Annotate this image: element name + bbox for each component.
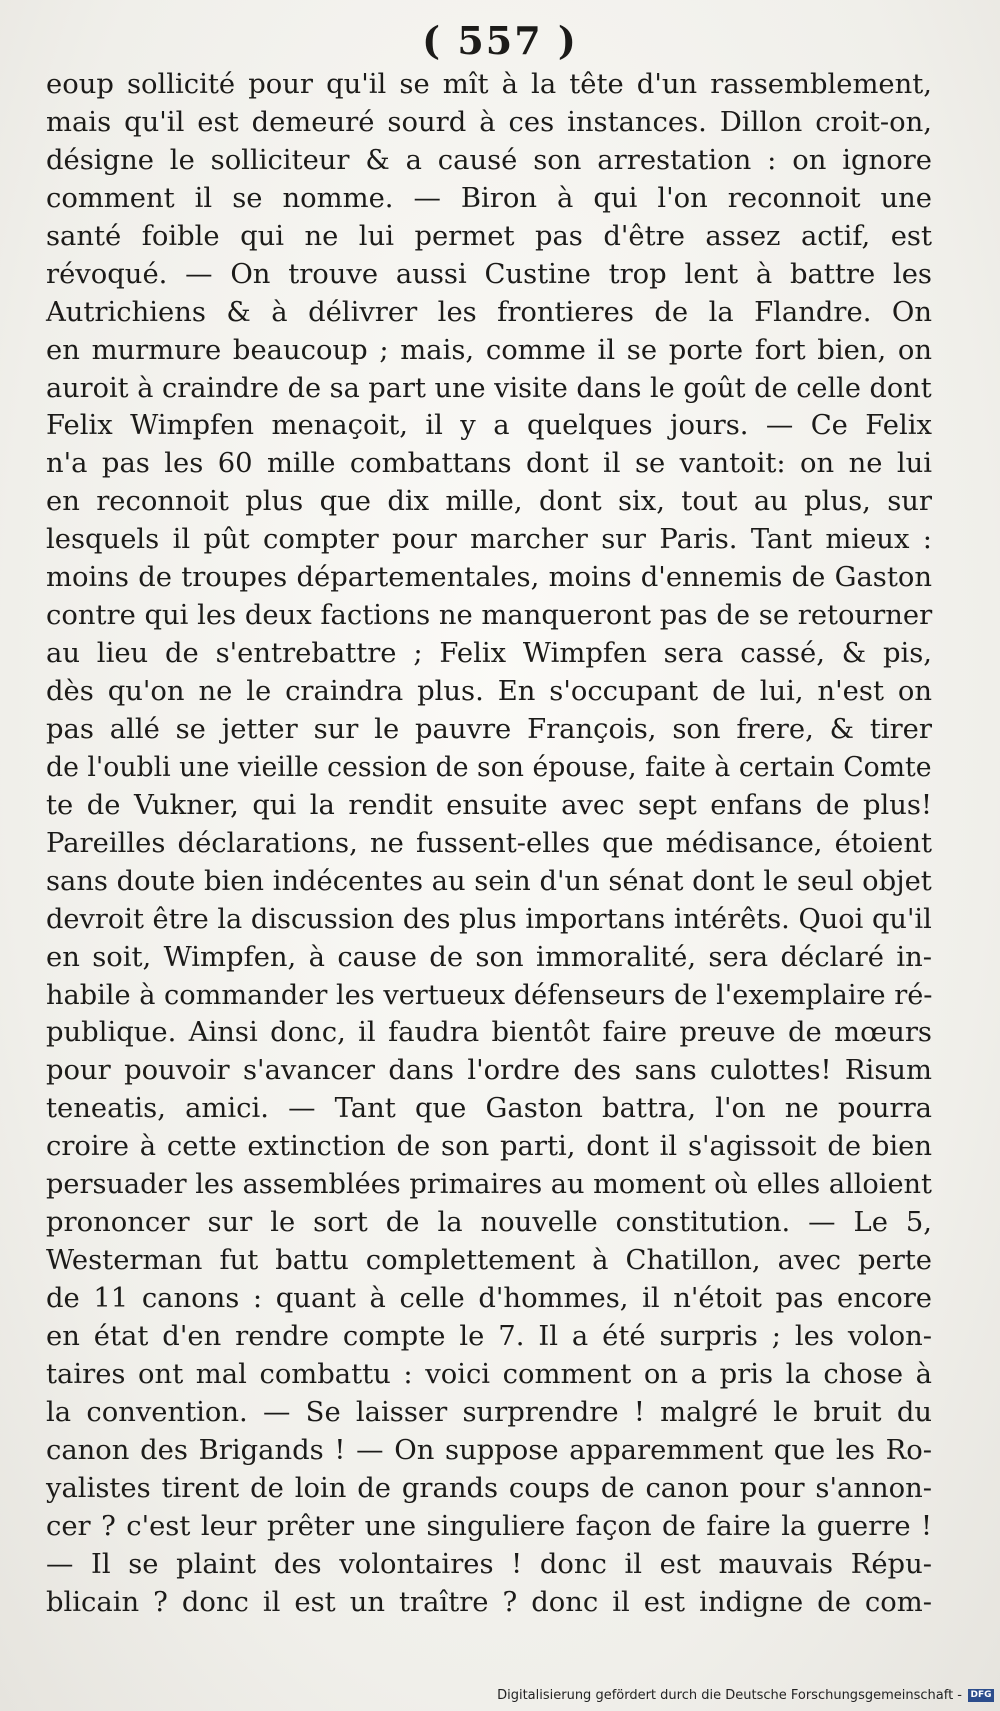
text-line: cer ? c'est leur prêter une singuliere façon de faire la guerre !: [46, 1510, 932, 1542]
text-line: Felix Wimpfen menaçoit, il y a quelques jours. — Ce Felix: [46, 410, 932, 442]
page-number: ( 557 ): [422, 18, 578, 63]
text-line: en murmure beaucoup ; mais, comme il se porte fort bien, on: [46, 334, 932, 366]
text-line: comment il se nomme. — Biron à qui l'on reconnoit une: [46, 182, 932, 214]
text-line: de l'oubli une vieille cession de son épouse, faite à certain Comte: [46, 751, 932, 783]
dfg-logo: DFG: [968, 1689, 994, 1702]
text-line: lesquels il pût compter pour marcher sur Paris. Tant mieux :: [46, 524, 932, 556]
text-line: blicain ? donc il est un traître ? donc il est indigne de com-: [46, 1586, 932, 1618]
text-line: habile à commander les vertueux défenseurs de l'exemplaire ré-: [46, 979, 933, 1011]
text-line: la convention. — Se laisser surprendre ! malgré le bruit du: [46, 1396, 932, 1428]
text-line: Autrichiens & à délivrer les frontieres de la Flandre. On: [46, 296, 932, 328]
text-line: mais qu'il est demeuré sourd à ces instances. Dillon croit-on,: [46, 106, 932, 138]
text-line: en état d'en rendre compte le 7. Il a été surpris ; les volon-: [46, 1320, 932, 1352]
text-line: Pareilles déclarations, ne fussent-elles que médisance, étoient: [46, 827, 932, 859]
text-line: moins de troupes départementales, moins d'ennemis de Gaston: [46, 562, 932, 594]
text-line: au lieu de s'entrebattre ; Felix Wimpfen sera cassé, & pis,: [46, 638, 932, 670]
text-line: contre qui les deux factions ne manqueront pas de se retourner: [46, 600, 933, 632]
text-line: prononcer sur le sort de la nouvelle constitution. — Le 5,: [46, 1207, 932, 1239]
digitization-credit: [497, 1688, 994, 1703]
text-line: dès qu'on ne le craindra plus. En s'occupant de lui, n'est on: [46, 676, 932, 707]
text-line: eoup sollicité pour qu'il se mît à la tête d'un rassemblement,: [46, 69, 932, 100]
text-line: pour pouvoir s'avancer dans l'ordre des sans culottes! Risum: [46, 1055, 932, 1087]
text-line: canon des Brigands ! — On suppose apparemment que les Ro-: [46, 1434, 932, 1466]
text-line: pas allé se jetter sur le pauvre François, son frere, & tirer: [46, 713, 932, 745]
text-line: sans doute bien indécentes au sein d'un sénat dont le seul objet: [46, 865, 932, 897]
text-line: en soit, Wimpfen, à cause de son immoralité, sera déclaré in-: [46, 941, 932, 973]
text-line: yalistes tirent de loin de grands coups de canon pour s'annon-: [46, 1472, 932, 1504]
text-line: de 11 canons : quant à celle d'hommes, il n'étoit pas encore: [46, 1283, 932, 1314]
text-line: croire à cette extinction de son parti, dont il s'agissoit de bien: [46, 1131, 932, 1163]
text-line: santé foible qui ne lui permet pas d'être assez actif, est: [46, 220, 932, 252]
text-line: auroit à craindre de sa part une visite dans le goût de celle dont: [46, 372, 932, 404]
text-line: publique. Ainsi donc, il faudra bientôt faire preuve de mœurs: [46, 1017, 932, 1049]
text-line: teneatis, amici. — Tant que Gaston battra, l'on ne pourra: [46, 1093, 932, 1125]
text-line: n'a pas les 60 mille combattans dont il se vantoit: on ne lui: [46, 448, 932, 480]
text-line: désigne le solliciteur & a causé son arrestation : on ignore: [46, 144, 932, 176]
text-line: te de Vukner, qui la rendit ensuite avec sept enfans de plus!: [46, 789, 932, 821]
text-line: en reconnoit plus que dix mille, dont six, tout au plus, sur: [46, 486, 932, 518]
text-line: — Il se plaint des volontaires ! donc il est mauvais Répu-: [46, 1548, 932, 1580]
text-line: Westerman fut battu complettement à Chatillon, avec perte: [46, 1245, 932, 1277]
text-line: révoqué. — On trouve aussi Custine trop lent à battre les: [46, 258, 932, 290]
text-line: taires ont mal combattu : voici comment on a pris la chose à: [46, 1358, 932, 1390]
text-line: devroit être la discussion des plus importans intérêts. Quoi qu'il: [46, 903, 932, 935]
body-text: [46, 66, 932, 1621]
credit-text: Digitalisierung gefördert durch die Deutsche Forschungsgemeinschaft -: [497, 1688, 962, 1703]
text-line: persuader les assemblées primaires au moment où elles alloient: [46, 1169, 932, 1201]
